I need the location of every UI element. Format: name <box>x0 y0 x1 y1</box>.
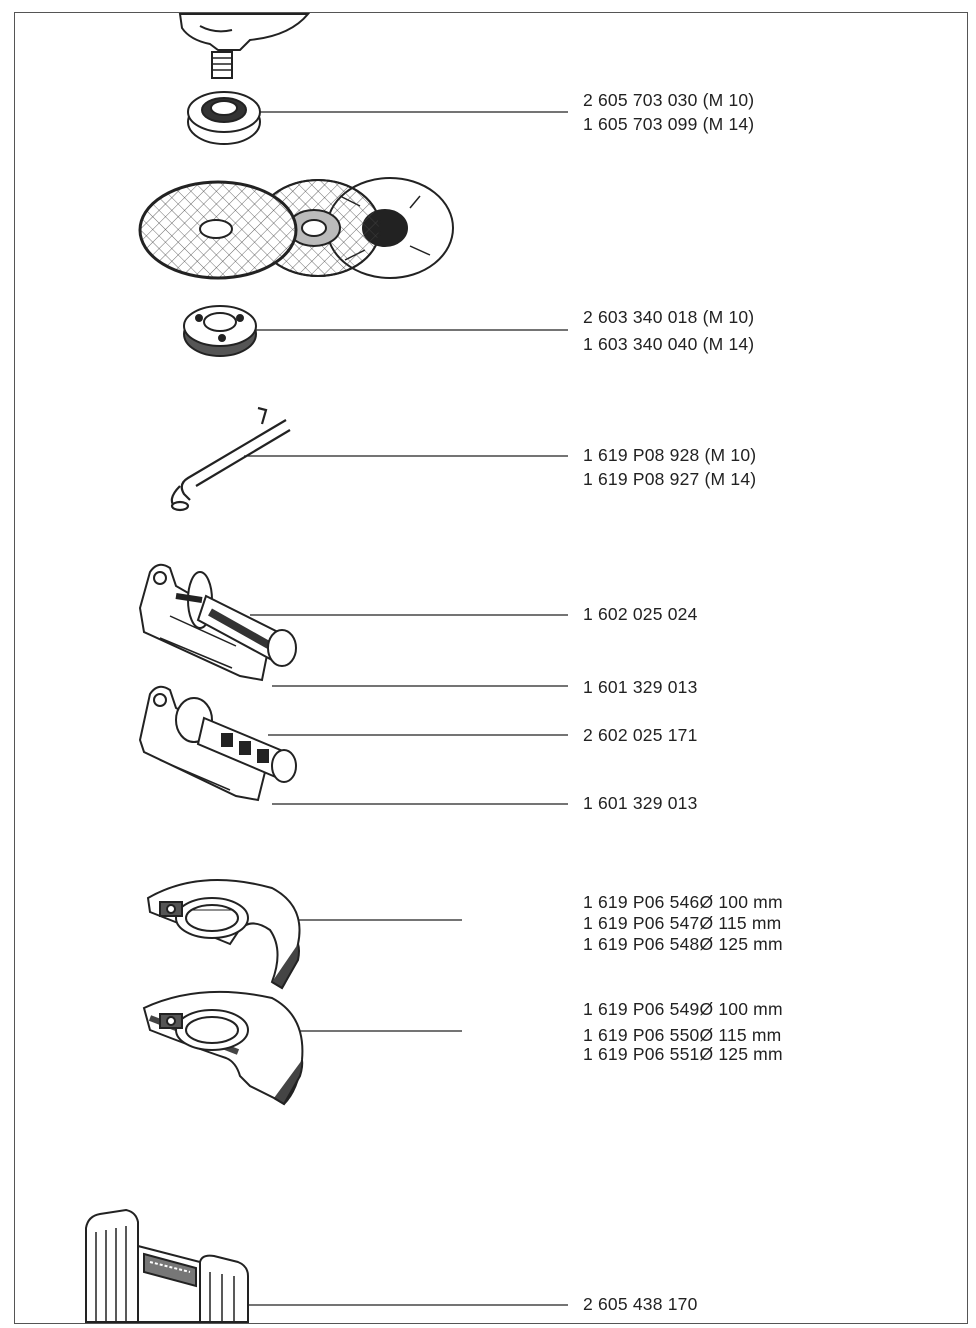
part-number-guard-2-100mm: 1 619 P06 549Ø 100 mm <box>583 999 783 1019</box>
leader-lines <box>244 112 568 1305</box>
part-number-bracket-2: 1 601 329 013 <box>583 793 698 813</box>
protective-guard-2-illustration <box>144 992 302 1104</box>
part-number-clamping-nut-m14: 1 603 340 040 (M 14) <box>583 334 755 354</box>
auxiliary-handle-1-illustration <box>140 565 296 680</box>
part-number-guard-1-100mm: 1 619 P06 546Ø 100 mm <box>583 892 783 912</box>
part-number-guard-1-115mm: 1 619 P06 547Ø 115 mm <box>583 913 782 933</box>
part-number-handle-2: 2 602 025 171 <box>583 725 698 745</box>
part-number-carrying-case: 2 605 438 170 <box>583 1294 698 1314</box>
part-number-clamping-nut-m10: 2 603 340 018 (M 10) <box>583 307 755 327</box>
part-number-flange-m14: 1 605 703 099 (M 14) <box>583 114 755 134</box>
carrying-case-illustration <box>86 1210 248 1322</box>
auxiliary-handle-2-illustration <box>140 687 296 800</box>
clamping-nut-illustration <box>184 306 256 356</box>
part-number-pin-wrench-m14: 1 619 P08 927 (M 14) <box>583 469 757 489</box>
part-number-guard-1-125mm: 1 619 P06 548Ø 125 mm <box>583 934 783 954</box>
pin-wrench-illustration <box>172 408 290 510</box>
flange-illustration <box>188 92 260 144</box>
part-number-guard-2-115mm: 1 619 P06 550Ø 115 mm <box>583 1025 782 1045</box>
grinder-spindle-illustration <box>180 14 308 78</box>
protective-guard-1-illustration <box>148 880 300 988</box>
part-number-handle-1: 1 602 025 024 <box>583 604 698 624</box>
part-number-flange-m10: 2 605 703 030 (M 10) <box>583 90 755 110</box>
part-number-bracket-1: 1 601 329 013 <box>583 677 698 697</box>
grinding-discs-illustration <box>140 178 453 278</box>
part-number-guard-2-125mm: 1 619 P06 551Ø 125 mm <box>583 1044 783 1064</box>
part-number-pin-wrench-m10: 1 619 P08 928 (M 10) <box>583 445 757 465</box>
